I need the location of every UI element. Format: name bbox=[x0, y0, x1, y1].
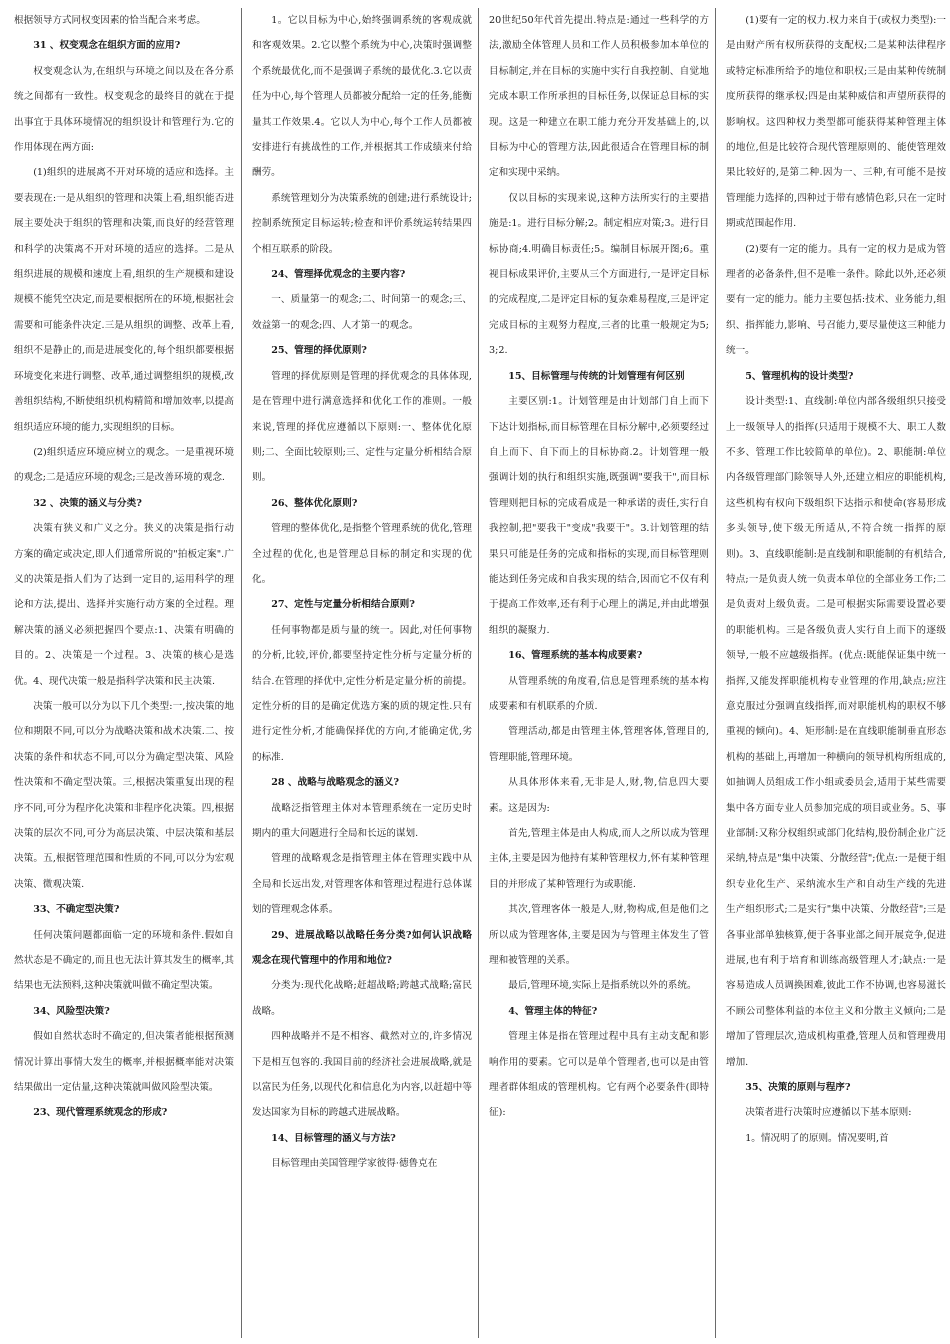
section-heading: 31 、权变观念在组织方面的应用? bbox=[33, 40, 181, 52]
text-column-3 bbox=[489, 8, 709, 1336]
body-paragraph: (2)组织适应环境应树立的观念。一是重视环境的观念;二是适应环境的观念;三是改善环境的观念. bbox=[14, 446, 234, 484]
section-heading: 28 、战略与战略观念的涵义? bbox=[271, 777, 400, 789]
text-column-2 bbox=[252, 8, 472, 1336]
section-heading: 32 、决策的涵义与分类? bbox=[33, 497, 142, 509]
section-heading: 25、管理的择优原则? bbox=[271, 345, 367, 357]
section-heading: 5、管理机构的设计类型? bbox=[745, 370, 854, 382]
section-heading: 27、定性与定量分析相结合原则? bbox=[271, 599, 415, 611]
body-paragraph: 其次,管理客体一般是人,财,物构成,但是他们之所以成为管理客体,主要是因为与管理主体发生了管理和被管理的关系。 bbox=[489, 904, 709, 967]
body-paragraph: 分类为:现代化战略;赶超战略;跨越式战略;富民战略。 bbox=[252, 980, 472, 1017]
body-paragraph: 设计类型:1、直线制:单位内部各级组织只接受上一级领导人的指挥(只适用于规模不大、职工人数不多、管理工作比较简单的单位)。2、职能制:单位内各级管理部门除领导人外,还建立相应的职能机构,这些机构有权向下级组织下达指示和使命(容易形成多头领导,使下级无所适从,不符合统一指挥的原则)。3、直线职能制:是直线制和职能制的有机结合,特点;一是负责人统一负责本单位的全部业务工作;二是负责对上级负责。二是可根据实际需要设置必要的职能机构。三是各级负责人实行自上而下的逐级领导,一般不应越级指挥。(优点:既能保证集中统一指挥,又能发挥职能机构专业管理的作用,缺点;应注意克服过分强调直线指挥,而对职能机构的职权不够重视的倾向)。4、矩形制:是在直线职能制垂直形态机构的基础上,再增加一种横向的领导机构所组成的,如抽调人员组成工作小组或委员会,适用于某些需要集中各方面专业人员参加完成的项目或业务。5、事业部制:又称分权组织或部门化结构,股份制企业广泛采纳,特点是"集中决策、分散经营";优点:一是便于组织专业化生产、采纳流水生产和自动生产线的先进生产组织形式;二是实行"集中决策、分散经营";三是各事业部单独核算,便于各事业部之间开展竞争,促进进展,也有利于培育和训练高级管理人才;缺点:一是容易造成人员调换困难,彼此工作不协调,也容易滋长不顾公司整体利益的本位主义和分散主义倾向;二是增加了管理层次,造成机构重叠,管理人员和管理费用增加. bbox=[726, 396, 946, 1068]
body-paragraph: 1。它以目标为中心,始终强调系统的客观成就和客观效果。2.它以整个系统为中心,决策时强调整个系统最优化,而不是强调子系统的最优化.3.它以责任为中心,每个管理人员都被分配给一定的任务,能衡量其工作效果.4。它以人为中心,每个工作人员都被安排进行有挑战性的工作,并根据其工作成绩来付给酬劳。 bbox=[252, 15, 472, 179]
body-paragraph: (1)组织的进展离不开对环境的适应和选择。主要表现在:一是从组织的管理和决策上看,组织能否进展主要处决于组织的管理和决策,而良好的经营管理和科学的决策离不开对环境的适应的选择。二是从组织进展的规模和速度上看,组织的生产规模和建设规模不能凭空决定,而是要根据所在的环境,根据社会需要和可能条件决定.三是从组织的调整、改革上看,组织不是静止的,而是进展变化的,每个组织都要根据环境变化来进行调整、改革,通过调整组织的规模,改善组织结构,不断使组织机构精简和增加效率,以提高组织适应环境的能力,实现组织的目标。 bbox=[14, 167, 234, 433]
body-paragraph: 决策一般可以分为以下几个类型:一,按决策的地位和期限不同,可以分为战略决策和战术决策.二、按决策的条件和状态不同,可以分为确定型决策、风险性决策和不确定型决策。三,根据决策重复出现的程序不同,可分为程序化决策和非程序化决策。四,根据决策的层次不同,可分为高层决策、中层决策和基层决策。五,根据管理范围和性质的不同,可以分为宏观决策、微观决策. bbox=[14, 700, 234, 890]
body-paragraph: 从管理系统的角度看,信息是管理系统的基本构成要素和有机联系的介质. bbox=[489, 675, 709, 712]
body-paragraph: 主要区别:1。计划管理是由计划部门自上而下下达计划指标,而目标管理在目标分解中,必须要经过自上而下、自下而上的目标协商.2。计划管理一般强调计划的执行和组织实施,既强调"要我干",而目标管理则把目标的完成看成是一种承诺的责任,实行自我控制,把"要我干"变成"我要干"。3.计划管理的结果只可能是任务的完成和指标的实现,而目标管理则能达到任务完成和自我实现的结合,因而它不仅有利于提高工作效率,还有利于心理上的满足,并由此增强组织的凝聚力. bbox=[489, 396, 709, 636]
section-heading: 35、决策的原则与程序? bbox=[745, 1082, 851, 1094]
body-paragraph: 最后,管理环境,实际上是指系统以外的系统。 bbox=[508, 980, 697, 992]
section-heading: 15、目标管理与传统的计划管理有何区别 bbox=[508, 370, 685, 382]
body-paragraph: 管理主体是指在管理过程中具有主动支配和影响作用的要素。它可以是单个管理者,也可以是由管理者群体组成的管理机构。它有两个必要条件(即特征): bbox=[489, 1031, 709, 1119]
text-column-1 bbox=[14, 8, 234, 1336]
body-paragraph: 管理的战略观念是指管理主体在管理实践中从全局和长远出发,对管理客体和管理过程进行总体谋划的管理观念体系。 bbox=[252, 853, 472, 916]
section-heading: 26、整体优化原则? bbox=[271, 497, 358, 509]
body-paragraph: 20世纪50年代首先提出.特点是:通过一些科学的方法,激励全体管理人员和工作人员积极参加本单位的目标制定,并在目标的实施中实行自我控制、自觉地完成本职工作所承担的目标任务,以保证总目标的实现。这是一种建立在职工能力充分开发基础上的,以目标为中心的管理方法,因此很适合在管理目标的制定和实现中采纳。 bbox=[489, 15, 709, 179]
body-paragraph: 四种战略并不是不相容、截然对立的,许多情况下是相互包容的.我国目前的经济社会进展战略,就是以富民为任务,以现代化和信息化为内容,以赶超中等发达国家为目标的跨越式进展战略。 bbox=[252, 1031, 472, 1119]
column-divider bbox=[478, 8, 479, 1338]
section-heading: 4、管理主体的特征? bbox=[508, 1005, 598, 1017]
section-heading: 33、不确定型决策? bbox=[33, 904, 120, 916]
section-heading: 23、现代管理系统观念的形成? bbox=[33, 1107, 168, 1119]
column-divider bbox=[715, 8, 716, 1338]
body-paragraph: 任何决策问题都面临一定的环境和条件.假如自然状态是不确定的,而且也无法计算其发生的概率,其结果也无法预料,这种决策就叫做不确定型决策。 bbox=[14, 929, 234, 992]
body-paragraph: 根据领导方式同权变因素的恰当配合来考虑。 bbox=[14, 15, 206, 26]
section-heading: 34、风险型决策? bbox=[33, 1005, 110, 1017]
body-paragraph: 假如自然状态时不确定的,但决策者能根据预测情况计算出事情大发生的概率,并根据概率能对决策结果做出一定估量,这种决策就叫做风险型决策。 bbox=[14, 1031, 234, 1094]
column-divider bbox=[241, 8, 242, 1338]
body-paragraph: (2)要有一定的能力。具有一定的权力是成为管理者的必备条件,但不是唯一条件。除此以外,还必须要有一定的能力。能力主要包括:技术、业务能力,组织、指挥能力,影响、号召能力,要尽量使这三种能力统一。 bbox=[726, 243, 946, 357]
body-paragraph: 决策有狭义和广义之分。狭义的决策是指行动方案的确定或决定,即人们通常所说的"拍板定案".广义的决策是指人们为了达到一定目的,运用科学的理论和方法,提出、选择并实施行动方案的全过程。理解决策的涵义必须把握四个要点:1、决策有明确的目的。2、决策是一个过程。3、决策的核心是选优。4、现代决策一般是指科学决策和民主决策. bbox=[14, 523, 234, 687]
body-paragraph: 目标管理由美国管理学家彼得·德鲁克在 bbox=[271, 1158, 438, 1170]
section-heading: 14、目标管理的涵义与方法? bbox=[271, 1132, 396, 1144]
section-heading: 24、管理择优观念的主要内容? bbox=[271, 269, 406, 281]
body-paragraph: 管理的择优原则是管理的择优观念的具体体现,是在管理中进行满意选择和优化工作的准则。一般来说,管理的择优应遵循以下原则:一、整体优化原则;二、全面比较原则;三、定性与定量分析相结合原则。 bbox=[252, 370, 472, 484]
text-column-4 bbox=[726, 8, 946, 1336]
section-heading: 16、管理系统的基本构成要素? bbox=[508, 650, 643, 662]
section-heading: 29、进展战略以战略任务分类?如何认识战略观念在现代管理中的作用和地位? bbox=[252, 929, 472, 967]
body-paragraph: 任何事物都是质与量的统一。因此,对任何事物的分析,比较,评价,都要坚持定性分析与定量分析的结合.在管理的择优中,定性分析是定量分析的前提。定性分析的目的是确定优选方案的质的规定性.只有进行定性分析,才能确保择优的方向,才能确定优,劣的标准. bbox=[252, 624, 472, 763]
body-paragraph: 决策者进行决策时应遵循以下基本原则: bbox=[745, 1107, 912, 1119]
body-paragraph: 管理的整体优化,是指整个管理系统的优化,管理全过程的优化,也是管理总目标的制定和实现的优化。 bbox=[252, 523, 472, 585]
body-paragraph: 权变观念认为,在组织与环境之间以及在各分系统之间都有一致性。权变观念的最终目的就在于提出事宜于具体环境情况的组织设计和管理行为.它的作用体现在两方面: bbox=[14, 65, 234, 154]
body-paragraph: 首先,管理主体是由人构成,而人之所以成为管理主体,主要是因为他持有某种管理权力,怀有某种管理目的并形成了某种管理行为或职能. bbox=[489, 828, 709, 890]
body-paragraph: 从具体形体来看,无非是人,财,物,信息四大要素。这是因为: bbox=[489, 777, 709, 814]
body-paragraph: 一、质量第一的观念;二、时间第一的观念;三、效益第一的观念;四、人才第一的观念。 bbox=[252, 294, 472, 331]
body-paragraph: (1)要有一定的权力.权力来自于(或权力类型):一是由财产所有权所获得的支配权;二是某种法律程序或特定标准所给予的地位和职权;三是由某种传统制度所获得的继承权;四是由某种威信和声望所获得的影响权。这四种权力类型都可能获得某种管理主体的地位,但是比较符合现代管理原则的、能使管理效果比较好的,是第二种.因为一、三种,有可能不是按管理能力选择的,四种过于带有感情色彩,只在一定时期或范围起作用. bbox=[726, 15, 946, 230]
body-paragraph: 仅以目标的实现来说,这种方法所实行的主要措施是:1。进行目标分解;2。制定相应对策;3。进行目标协商;4.明确目标责任;5。编制目标展开图;6。重视目标成果评价,主要从三个方面进行,一是评定目标的完成程度,二是评定目标的复杂难易程度,三是评定完成目标的主观努力程度,三者的比重一般规定为5;3;2. bbox=[489, 192, 709, 357]
body-paragraph: 1。情况明了的原则。情况要明,首 bbox=[745, 1132, 889, 1144]
body-paragraph: 管理活动,都是由管理主体,管理客体,管理目的,管理职能,管理环境。 bbox=[489, 726, 709, 763]
body-paragraph: 战略泛指管理主体对本管理系统在一定历史时期内的重大问题进行全局和长远的谋划. bbox=[252, 802, 472, 839]
body-paragraph: 系统管理划分为决策系统的创建;进行系统设计;控制系统预定目标运转;检查和评价系统运转结果四个相互联系的阶段。 bbox=[252, 192, 472, 255]
